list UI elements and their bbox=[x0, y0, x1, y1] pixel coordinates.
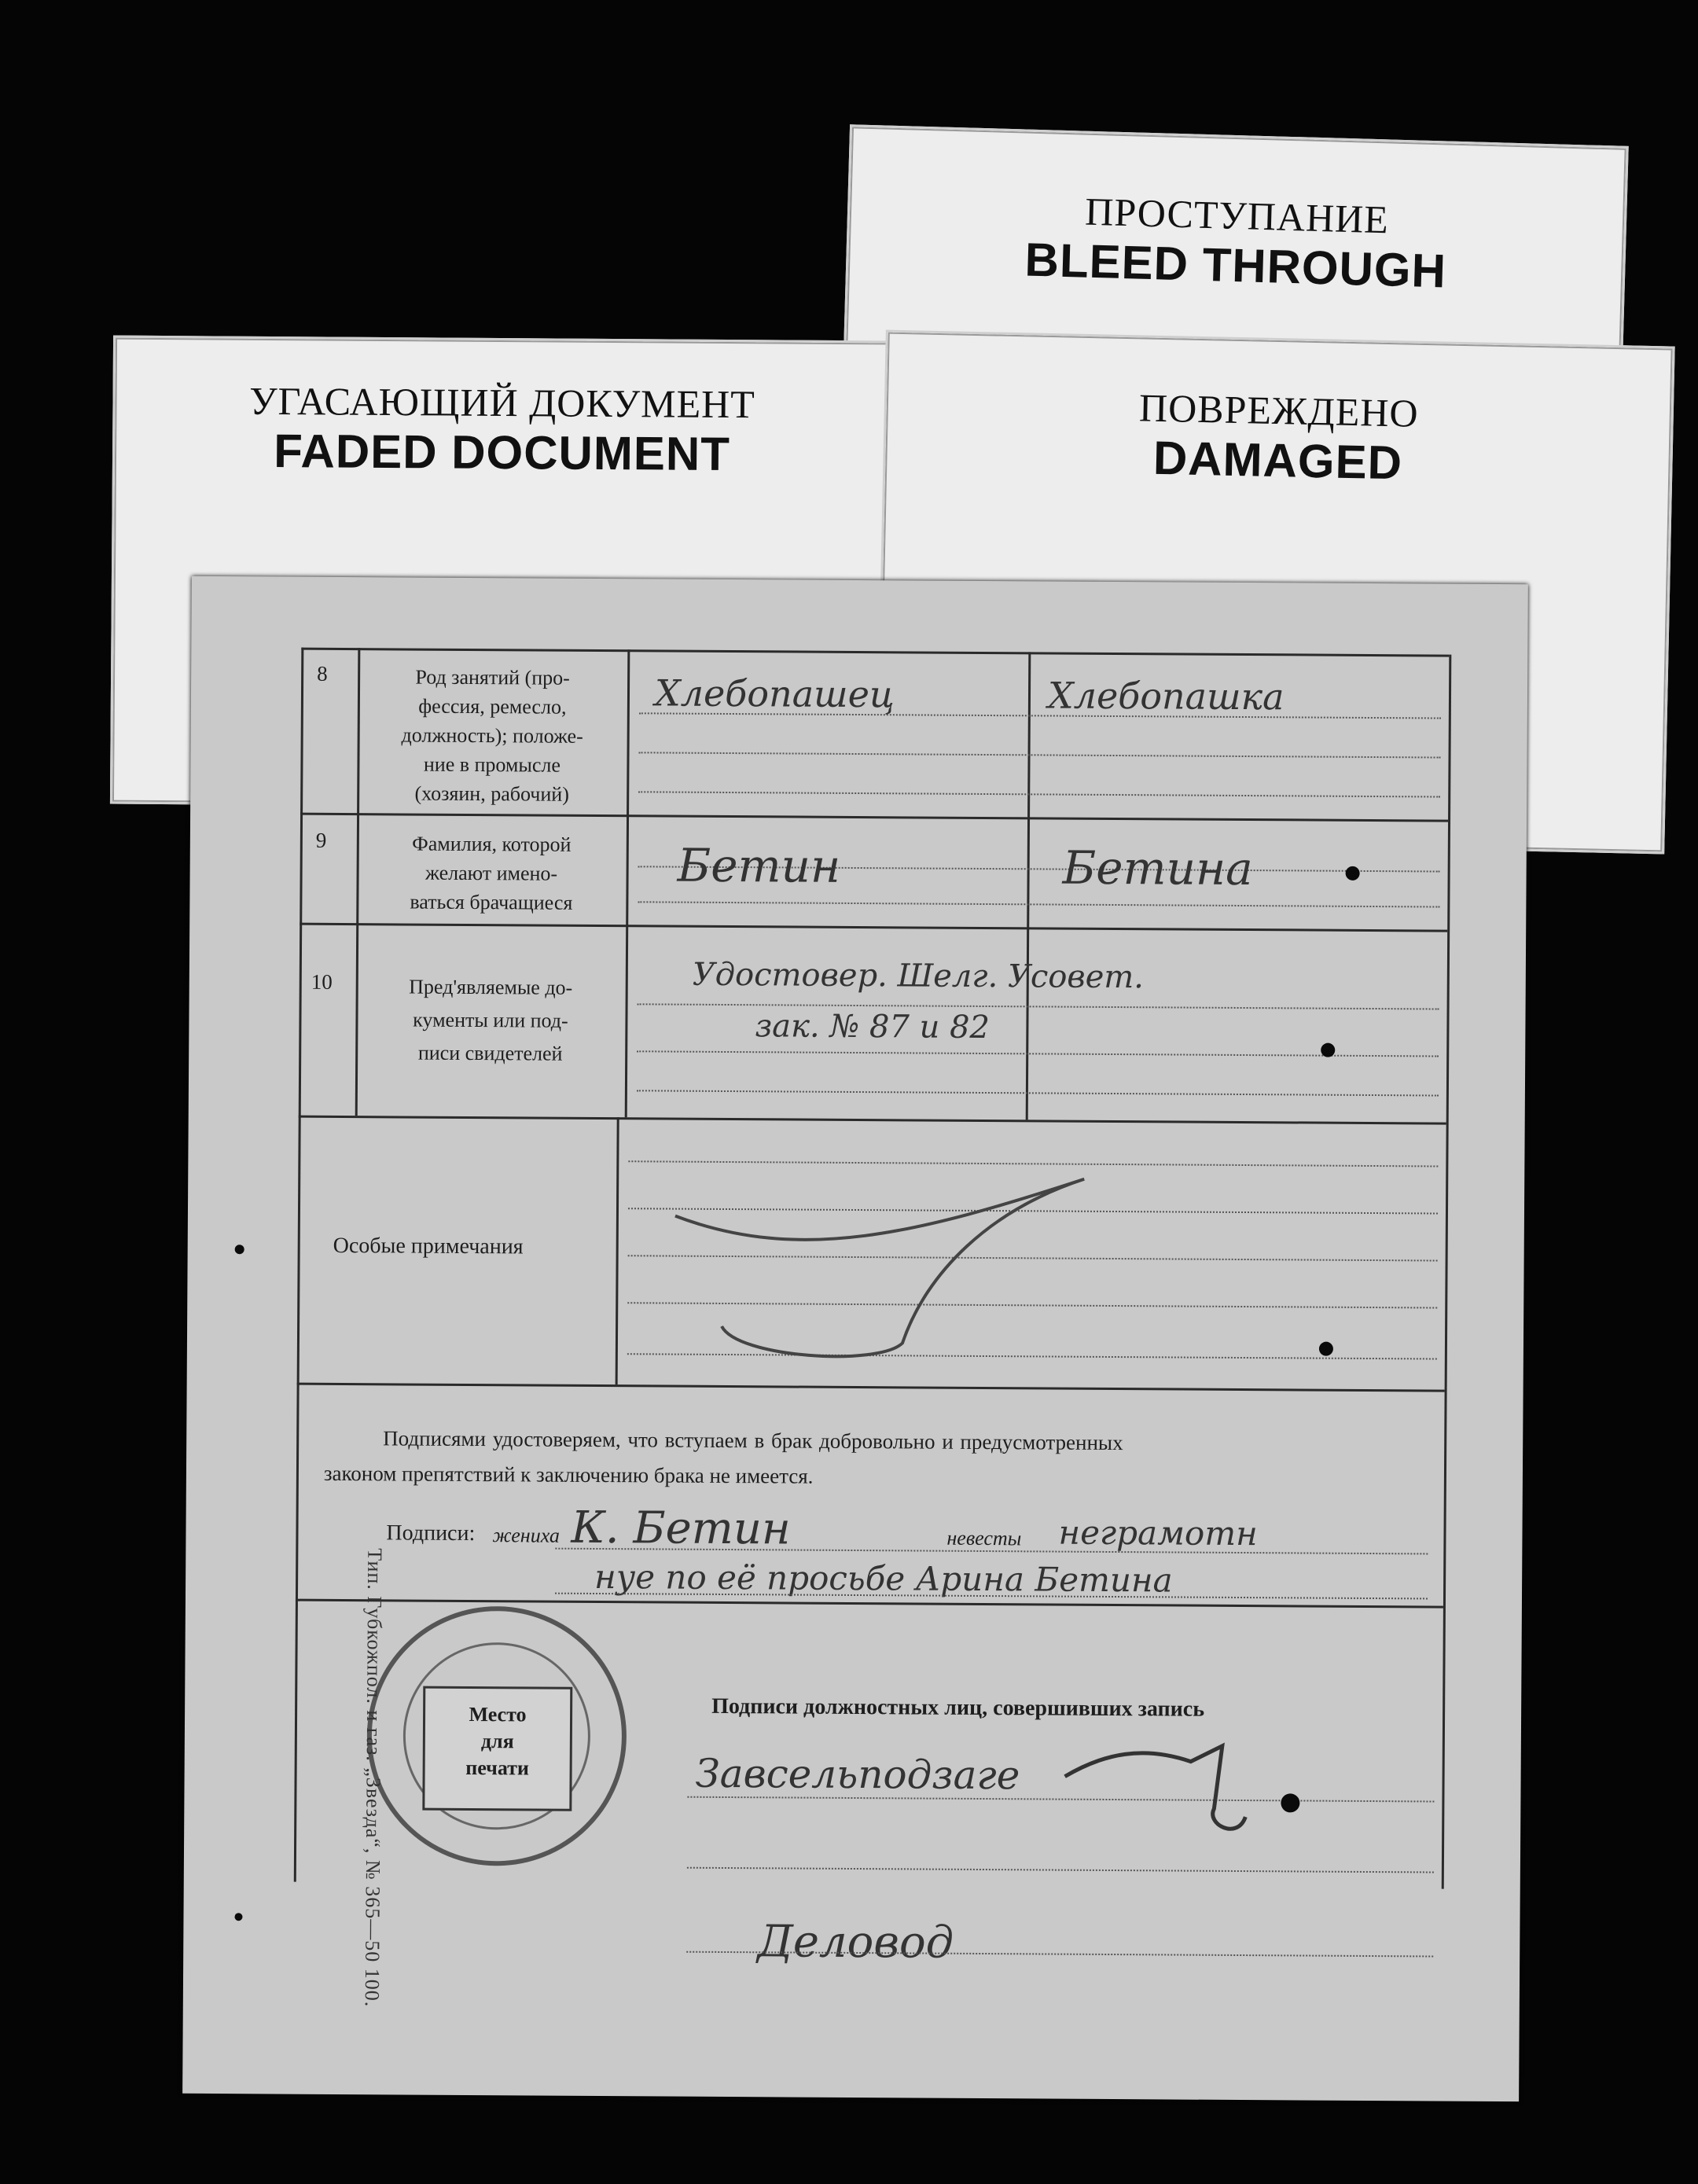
row-10-label: Пред'являемые до- кументы или под- писи свидетелей bbox=[409, 975, 573, 1065]
row-separator bbox=[300, 923, 1447, 932]
card-title-ru: ПРОСТУПАНИЕ bbox=[1084, 189, 1390, 242]
remarks-label: Особые примечания bbox=[333, 1233, 524, 1259]
row-separator bbox=[297, 1383, 1445, 1392]
punch-hole bbox=[1319, 1342, 1333, 1356]
declaration-line-1: Подписями удостоверяем, что вступаем в брак добровольно и предусмотренных bbox=[383, 1426, 1123, 1455]
official-2-signature: Деловод bbox=[757, 1916, 954, 1969]
seal-box-line: Место bbox=[469, 1703, 527, 1726]
seal-box-line: для bbox=[480, 1730, 514, 1753]
table-border-left bbox=[294, 648, 304, 1882]
row-separator bbox=[299, 1116, 1446, 1125]
row-10-documents-line1: Удостовер. Шелг. Усовет. bbox=[692, 956, 1145, 996]
remarks-divider bbox=[616, 1117, 619, 1384]
card-title-en: BLEED THROUGH bbox=[1024, 233, 1447, 298]
seal-box-line: печати bbox=[465, 1756, 530, 1780]
row-8-groom-entry: Хлебопашец bbox=[654, 671, 895, 716]
card-title-ru: ПОВРЕЖДЕНО bbox=[1138, 385, 1420, 436]
punch-hole bbox=[1281, 1793, 1299, 1812]
card-title-en: DAMAGED bbox=[1152, 431, 1403, 490]
bride-signature-line-2: нуе по её просьбе Арина Бетина bbox=[594, 1557, 1173, 1600]
punch-hole bbox=[234, 1913, 242, 1921]
row-9-bride-entry: Бетина bbox=[1062, 840, 1253, 896]
row-separator bbox=[296, 1599, 1443, 1609]
row-separator bbox=[300, 813, 1448, 822]
official-1-flourish bbox=[1057, 1730, 1262, 1849]
officials-label: Подписи должностных лиц, совершивших запись bbox=[711, 1693, 1205, 1722]
entry-line bbox=[637, 1090, 1439, 1096]
card-title-ru: УГАСАЮЩИЙ ДОКУМЕНТ bbox=[249, 378, 756, 427]
row-9-label: Фамилия, которой желают имено- ваться брачащиеся bbox=[410, 832, 573, 914]
printer-imprint: Тип. Губкожпол. и газ. „Звезда“, № 365—50 100. bbox=[360, 1548, 387, 2008]
row-8-bride-entry: Хлебопашка bbox=[1047, 674, 1285, 719]
row-10-documents-line2: зак. № 87 и 82 bbox=[755, 1008, 990, 1046]
bride-signature: неграмотн bbox=[1058, 1513, 1258, 1553]
entry-line bbox=[638, 791, 1440, 797]
entry-line bbox=[639, 752, 1441, 758]
groom-bride-divider bbox=[1026, 652, 1031, 1120]
row-9-groom-entry: Бетин bbox=[677, 838, 841, 893]
table-border-top bbox=[301, 648, 1449, 657]
punch-hole bbox=[1346, 866, 1360, 881]
entry-line bbox=[687, 1867, 1434, 1873]
official-1-signature: Завсельподзаге bbox=[695, 1750, 1020, 1799]
entry-line bbox=[637, 1050, 1439, 1057]
groom-signature: К. Бетин bbox=[571, 1502, 792, 1555]
bride-label: невесты bbox=[946, 1526, 1022, 1550]
row-8-number: 8 bbox=[317, 661, 328, 686]
signatures-label: Подписи: bbox=[386, 1520, 476, 1546]
declaration-line-2: законом препятствий к заключению брака не имеется. bbox=[323, 1461, 814, 1488]
card-title-en: FADED DOCUMENT bbox=[273, 424, 731, 481]
punch-hole bbox=[1321, 1043, 1335, 1057]
seal-placeholder-box bbox=[422, 1686, 572, 1811]
marriage-record-page bbox=[182, 576, 1528, 2101]
entry-line bbox=[638, 901, 1439, 907]
remarks-strike-mark bbox=[643, 1129, 1195, 1376]
groom-label: жениха bbox=[492, 1524, 560, 1547]
row-9-number: 9 bbox=[315, 828, 327, 852]
row-10-number: 10 bbox=[311, 969, 333, 994]
table-border-right bbox=[1442, 655, 1452, 1889]
punch-hole bbox=[235, 1245, 244, 1254]
row-8-label: Род занятий (про- фессия, ремесло, должность); положе- ние в промысле (хозяин, рабочий) bbox=[401, 665, 583, 806]
